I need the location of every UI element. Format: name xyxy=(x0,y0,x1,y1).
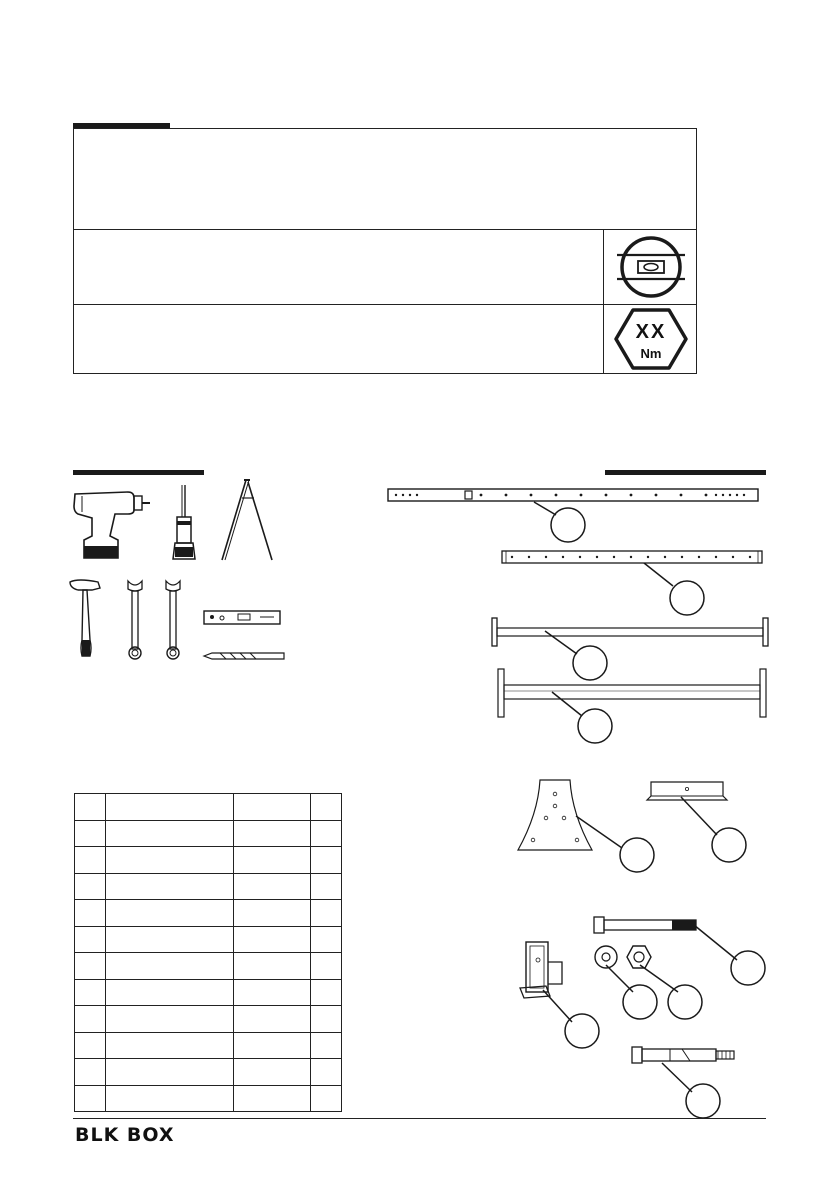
callout-circle-8 xyxy=(623,985,657,1019)
table-row xyxy=(75,900,342,927)
brand-logo: BLK BOX xyxy=(75,1124,175,1146)
table-row xyxy=(75,926,342,953)
table-row xyxy=(75,794,342,821)
table-row xyxy=(75,1032,342,1059)
torque-value: XX xyxy=(635,321,667,343)
callout-circle-9 xyxy=(668,985,702,1019)
table-row xyxy=(75,953,342,980)
callout-circle-4 xyxy=(578,709,612,743)
table-row xyxy=(75,1059,342,1086)
table-row xyxy=(75,1085,342,1112)
table-row xyxy=(75,820,342,847)
torque-unit: Nm xyxy=(640,346,662,361)
table-row xyxy=(75,979,342,1006)
callout-circle-1 xyxy=(551,508,585,542)
callout-circle-5 xyxy=(620,838,654,872)
footer-rule xyxy=(73,1118,766,1119)
callout-circle-6 xyxy=(712,828,746,862)
callout-circle-2 xyxy=(670,581,704,615)
callout-circle-11 xyxy=(686,1084,720,1118)
table-row xyxy=(75,873,342,900)
table-row xyxy=(75,1006,342,1033)
callout-circle-10 xyxy=(565,1014,599,1048)
callout-circle-3 xyxy=(573,646,607,680)
callout-circle-7 xyxy=(731,951,765,985)
parts-table xyxy=(74,793,342,1112)
table-row xyxy=(75,847,342,874)
